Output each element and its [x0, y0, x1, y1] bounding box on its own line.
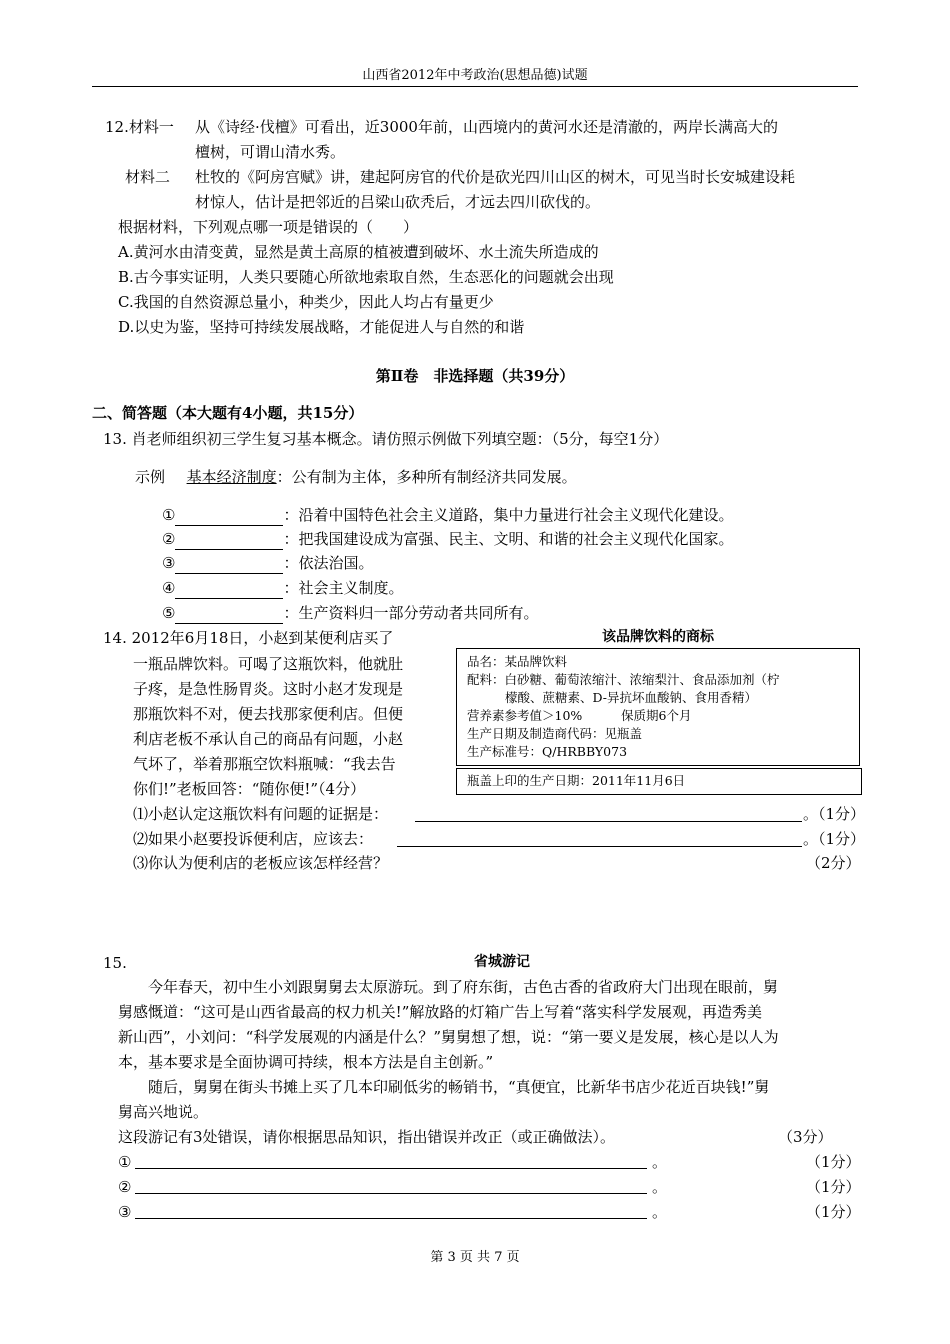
q14-label-box: [456, 648, 860, 766]
q13-item-num: ③: [162, 554, 176, 572]
q15-answer-score: （1分）: [806, 1178, 861, 1196]
q13-stem: 13. 肖老师组织初三学生复习基本概念。请仿照示例做下列填空题：（5分，每空1分）: [103, 430, 669, 448]
q15-p2-line: 舅高兴地说。: [118, 1103, 209, 1121]
q14-cap-box: [456, 768, 862, 795]
q13-item: [162, 578, 403, 599]
q15-p2-line: 随后，舅舅在街头书摊上买了几本印刷低劣的畅销书，“真便宜，比新华书店少花近百块钱!”舅: [148, 1078, 770, 1096]
q13-answer-blank[interactable]: [175, 606, 283, 624]
q15-answer-score: （1分）: [806, 1203, 861, 1221]
q15-answer-num: ②: [118, 1178, 132, 1196]
q13-item-text: ：把我国建设成为富强、民主、文明、和谐的社会主义现代化国家。: [283, 530, 734, 548]
q14-line: 子疼，是急性肠胃炎。这时小赵才发现是: [133, 680, 404, 698]
q13-item-text: ：生产资料归一部分劳动者共同所有。: [283, 604, 539, 622]
q14-label-date-code: 生产日期及制造商代码：见瓶盖: [467, 726, 643, 741]
q15-task-score: （3分）: [778, 1128, 833, 1146]
q12-material2-line2: 材惊人，估计是把邻近的吕梁山砍秃后，才远去四川砍伐的。: [195, 193, 601, 211]
header-rule: [92, 86, 858, 87]
q15-answer-num: ③: [118, 1203, 132, 1221]
q14-line: 一瓶品牌饮料。可喝了这瓶饮料，他就肚: [133, 655, 404, 673]
q14-sub2: ⑵如果小赵要投诉便利店，应该去：: [133, 830, 374, 848]
q14-cap-date: 瓶盖上印的生产日期：2011年11月6日: [467, 773, 686, 788]
q15-p1-line: 今年春天，初中生小刘跟舅舅去太原游玩。到了府东街，古色古香的省政府大门出现在眼前，舅: [148, 978, 779, 996]
q13-item-num: ①: [162, 506, 176, 524]
q12-material1-label: 12.材料一: [105, 118, 174, 136]
q13-item: [162, 603, 538, 624]
q14-sub3-score: （2分）: [806, 854, 861, 872]
q12-material2-line1: 杜牧的《阿房宫赋》讲，建起阿房官的代价是砍光四川山区的树木，可见当时长安城建设耗: [195, 168, 796, 186]
q13-item-num: ⑤: [162, 604, 176, 622]
page-header-title: 山西省2012年中考政治(思想品德)试题: [362, 68, 588, 83]
q14-label-nutrition: 营养素参考值＞10%: [467, 708, 583, 723]
q13-item: [162, 553, 373, 574]
q14-label-shelf-life: 保质期6个月: [621, 708, 692, 723]
q13-item: [162, 505, 733, 526]
q12-option-d: D.以史为鉴，坚持可持续发展战略，才能促进人与自然的和谐: [118, 318, 525, 336]
q12-option-c: C.我国的自然资源总量小，种类少，因此人均占有量更少: [118, 293, 494, 311]
q15-answer-blank[interactable]: [135, 1193, 647, 1194]
q13-example-term: 基本经济制度: [186, 468, 277, 486]
q13-item: [162, 529, 733, 550]
section2-title: 二、简答题（本大题有4小题，共15分）: [92, 404, 364, 422]
q12-material1-line2: 檀树，可谓山清水秀。: [195, 143, 346, 161]
q12-stem: 根据材料，下列观点哪一项是错误的（ ）: [118, 218, 419, 236]
q14-line: 利店老板不承认自己的商品有问题，小赵: [133, 730, 404, 748]
part2-title: 第Ⅱ卷 非选择题（共39分）: [375, 367, 575, 385]
q15-p1-line: 本，基本要求是全面协调可持续，根本方法是自主创新。”: [118, 1053, 494, 1071]
q15-answer-end: 。: [652, 1153, 668, 1171]
page-footer-number: 第 3 页 共 7 页: [430, 1250, 520, 1265]
q14-sub1-blank[interactable]: [415, 821, 802, 822]
q12-material1-line1: 从《诗经·伐檀》可看出，近3000年前，山西境内的黄河水还是清澈的，两岸长满高大的: [195, 118, 778, 136]
q13-item-num: ②: [162, 530, 176, 548]
q14-sub3: ⑶你认为便利店的老板应该怎样经营？: [133, 854, 389, 872]
q13-answer-blank[interactable]: [175, 581, 283, 599]
q15-task: 这段游记有3处错误，请你根据思品知识，指出错误并改正（或正确做法）。: [118, 1128, 616, 1146]
q12-option-b: B.古今事实证明，人类只要随心所欲地索取自然，生态恶化的问题就会出现: [118, 268, 614, 286]
q15-answer-end: 。: [652, 1203, 668, 1221]
q13-example: [135, 467, 577, 488]
q15-title: 省城游记: [474, 954, 530, 970]
q15-answer-score: （1分）: [806, 1153, 861, 1171]
q14-label-title: 该品牌饮料的商标: [602, 629, 714, 645]
q13-answer-blank[interactable]: [175, 556, 283, 574]
q15-answer-blank[interactable]: [135, 1168, 647, 1169]
q15-answer-num: ①: [118, 1153, 132, 1171]
q13-example-text: ：公有制为主体，多种所有制经济共同发展。: [276, 468, 577, 486]
q14-line: 那瓶饮料不对，便去找那家便利店。但便: [133, 705, 404, 723]
q14-label-standard: 生产标准号：Q/HRBBY073: [467, 744, 628, 759]
q13-item-text: ：社会主义制度。: [283, 579, 404, 597]
q14-sub2-score: 。（1分）: [803, 830, 866, 848]
q14-line: 你们!”老板回答：“随你便!”（4分）: [133, 780, 366, 798]
q14-line: 气坏了，举着那瓶空饮料瓶喊：“我去告: [133, 755, 396, 773]
q13-item-num: ④: [162, 579, 176, 597]
q14-sub2-blank[interactable]: [397, 846, 802, 847]
q15-answer-end: 。: [652, 1178, 668, 1196]
q15-p1-line: 舅感慨道：“这可是山西省最高的权力机关!”解放路的灯箱广告上写着“落实科学发展观，再造秀美: [118, 1003, 763, 1021]
q14-label-name: 品名：某品牌饮料: [467, 654, 568, 669]
q13-item-text: ：沿着中国特色社会主义道路，集中力量进行社会主义现代化建设。: [283, 506, 734, 524]
q15-p1-line: 新山西”，小刘问：“科学发展观的内涵是什么？”舅舅想了想，说：“第一要义是发展，核心是以人为: [118, 1028, 779, 1046]
q14-sub1-score: 。（1分）: [803, 805, 866, 823]
q13-answer-blank[interactable]: [175, 532, 283, 550]
q12-option-a: A.黄河水由清变黄，显然是黄土高原的植被遭到破坏、水土流失所造成的: [118, 243, 599, 261]
q14-line: 14. 2012年6月18日，小赵到某便利店买了: [103, 629, 394, 647]
q15-number: 15.: [103, 954, 127, 972]
q13-example-label: 示例: [135, 468, 166, 486]
q13-item-text: ：依法治国。: [283, 554, 374, 572]
q14-label-ingredients2: 檬酸、蔗糖素、D-异抗坏血酸钠、食用香精）: [505, 690, 757, 705]
q14-label-ingredients1: 配料：白砂糖、葡萄浓缩汁、浓缩梨汁、食品添加剂（柠: [467, 672, 780, 687]
q14-sub1: ⑴小赵认定这瓶饮料有问题的证据是：: [133, 805, 389, 823]
q13-answer-blank[interactable]: [175, 508, 283, 526]
q12-material2-label: 材料二: [125, 168, 171, 186]
q15-answer-blank[interactable]: [135, 1218, 647, 1219]
